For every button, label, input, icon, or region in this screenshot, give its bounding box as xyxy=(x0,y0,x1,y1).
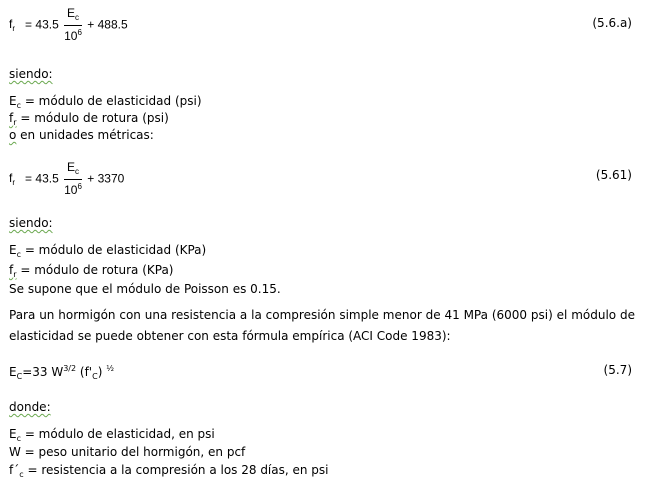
eq2-coefficient: 43.5 xyxy=(35,171,59,186)
donde-text: donde: xyxy=(9,400,51,414)
siendo-text-2: siendo: xyxy=(9,216,53,230)
eq2-plus-term: + 3370 xyxy=(87,171,125,186)
eq1-lhs xyxy=(9,17,18,31)
eq1-lhs-symbol: f xyxy=(9,16,13,31)
def-ec-psi: $E_c$ = módulo de elasticidad (psi) xyxy=(9,94,202,110)
eq1-lhs-sub: r xyxy=(12,23,16,33)
donde-label xyxy=(9,399,51,415)
poisson-line: Se supone que el módulo de Poisson es 0.15. xyxy=(9,282,281,296)
eq1-coefficient: 43.5 xyxy=(35,17,59,32)
siendo-label-2 xyxy=(9,215,53,231)
eq2-fraction xyxy=(64,160,82,197)
def-fr-psi: $f_r$ = módulo de rotura (psi) xyxy=(9,111,169,127)
eq1-plus-term: + 488.5 xyxy=(87,17,128,32)
eq2-lhs: $f_r$ xyxy=(9,170,16,187)
equation-number-5-61: (5.61) xyxy=(595,168,632,182)
def-ec-psi-2: $E_c$ = módulo de elasticidad, en psi xyxy=(9,427,215,443)
metric-units-line: o en unidades métricas: xyxy=(9,128,154,142)
eq1-numerator: $E_c$ xyxy=(64,6,82,26)
eq1-denominator: $10^6$ xyxy=(64,28,82,43)
equation-number-5-6-a: (5.6.a) xyxy=(592,16,632,30)
eq1-equals: = xyxy=(25,17,33,32)
eq1-fraction xyxy=(64,6,82,43)
equation-5-6-a xyxy=(9,6,128,43)
eq2-numerator: $E_c$ xyxy=(64,160,82,180)
siendo-label-1 xyxy=(9,66,53,82)
siendo-text-1: siendo: xyxy=(9,67,53,81)
aci-paragraph: Para un hormigón con una resistencia a la compresión simple menor de 41 MPa (6000 psi) el módulo de elasticidad se puede obtener con esta fórmula empírica (ACI Code 1983): xyxy=(9,308,635,343)
def-fc-28-days: $f´_c$ = resistencia a la compresión a los 28 días, en psi xyxy=(9,463,329,479)
def-w-pcf: W = peso unitario del hormigón, en pcf xyxy=(9,445,246,459)
def-fr-kpa: $f_r$ = módulo de rotura (KPa) xyxy=(9,263,174,279)
def-ec-kpa: $E_c$ = módulo de elasticidad (KPa) xyxy=(9,243,207,259)
eq2-denominator: $10^6$ xyxy=(64,182,82,197)
equation-5-7: $E_C=33$ $W^{3/2}$ $(f'_C)$ $^{\frac{1}{2}}$ xyxy=(9,364,114,381)
eq2-equals: = xyxy=(25,171,33,186)
equation-5-61 xyxy=(9,160,124,197)
equation-number-5-7: (5.7) xyxy=(603,363,632,377)
